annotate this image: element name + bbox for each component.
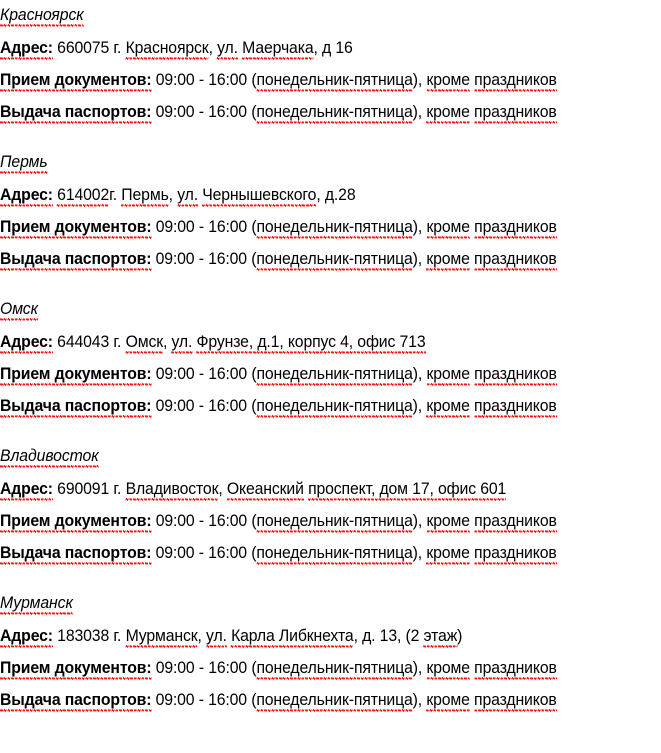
city-block — [0, 298, 661, 416]
address-postcode: 660075 — [57, 38, 114, 57]
reception-except: кроме — [426, 364, 469, 386]
reception-hours: 09:00 - 16:00 ( — [155, 217, 257, 236]
reception-line — [0, 216, 615, 237]
address-street-type: ул. — [206, 626, 227, 648]
issuance-except: кроме — [426, 690, 469, 712]
city-name: Пермь — [0, 152, 48, 174]
address-tail: , д 16 — [313, 38, 353, 57]
reception-label: Прием документов: — [0, 658, 151, 680]
document-page — [0, 4, 661, 753]
reception-label: Прием документов: — [0, 364, 151, 386]
city-block — [0, 445, 661, 563]
address-postcode: 183038 — [57, 626, 114, 645]
reception-holidays: праздников — [474, 658, 557, 680]
issuance-close-paren: ), — [412, 249, 427, 268]
reception-hours: 09:00 - 16:00 ( — [155, 364, 257, 383]
reception-line — [0, 657, 615, 678]
address-sep1: , — [168, 185, 178, 204]
issuance-weekdays: понедельник-пятница — [256, 102, 412, 124]
address-line — [0, 478, 615, 499]
address-street-type: ул. — [177, 185, 198, 207]
issuance-hours: 09:00 - 16:00 ( — [155, 690, 257, 709]
reception-holidays: праздников — [474, 70, 557, 92]
address-label: Адрес: — [0, 38, 53, 60]
address-city-name: Красноярск — [126, 38, 209, 60]
reception-weekdays: понедельник-пятница — [256, 217, 412, 239]
issuance-holidays: праздников — [474, 102, 557, 124]
address-tail-plain: , д. 13, (2 — [353, 626, 424, 645]
address-street-type: ул. — [172, 332, 193, 354]
city-name: Владивосток — [0, 446, 99, 468]
address-city-prefix: г. — [113, 479, 126, 498]
issuance-close-paren: ), — [412, 690, 427, 709]
issuance-close-paren: ), — [412, 396, 427, 415]
address-tail: , д.28 — [316, 185, 356, 204]
issuance-line — [0, 101, 615, 122]
reception-holidays: праздников — [474, 217, 557, 239]
issuance-weekdays: понедельник-пятница — [256, 249, 412, 271]
reception-weekdays: понедельник-пятница — [256, 658, 412, 680]
reception-hours: 09:00 - 16:00 ( — [155, 511, 257, 530]
issuance-close-paren: ), — [412, 543, 427, 562]
reception-label: Прием документов: — [0, 70, 151, 92]
reception-close-paren: ), — [412, 364, 427, 383]
reception-close-paren: ), — [412, 511, 427, 530]
reception-hours: 09:00 - 16:00 ( — [155, 658, 257, 677]
address-label: Адрес: — [0, 626, 53, 648]
address-street-name: Чернышевского — [202, 185, 316, 207]
address-postcode: 644043 — [57, 332, 114, 351]
issuance-line — [0, 542, 615, 563]
reception-close-paren: ), — [412, 70, 427, 89]
address-street-name: проспект — [308, 479, 371, 501]
reception-close-paren: ), — [412, 217, 427, 236]
issuance-weekdays: понедельник-пятница — [256, 543, 412, 565]
address-line — [0, 37, 615, 58]
address-tail: , д.1, корпус 4, офис 713 — [249, 332, 426, 354]
issuance-label: Выдача паспортов: — [0, 690, 151, 712]
city-block — [0, 592, 661, 710]
city-heading — [0, 4, 615, 27]
issuance-label: Выдача паспортов: — [0, 543, 151, 565]
address-label: Адрес: — [0, 332, 53, 354]
city-heading — [0, 592, 615, 615]
issuance-except: кроме — [426, 249, 469, 271]
issuance-holidays: праздников — [474, 690, 557, 712]
issuance-label: Выдача паспортов: — [0, 249, 151, 271]
issuance-line — [0, 689, 615, 710]
city-name: Мурманск — [0, 593, 73, 615]
address-city-prefix: г. — [113, 626, 126, 645]
reception-close-paren: ), — [412, 658, 427, 677]
issuance-holidays: праздников — [474, 249, 557, 271]
address-street-type: ул. — [217, 38, 238, 60]
reception-label: Прием документов: — [0, 217, 151, 239]
issuance-hours: 09:00 - 16:00 ( — [155, 102, 257, 121]
address-tail-word: этаж — [424, 626, 458, 648]
address-street-name: Маерчака — [242, 38, 313, 60]
address-city-name: Пермь — [121, 185, 168, 207]
address-street-name: Карла Либкнехта — [231, 626, 354, 648]
reception-line — [0, 510, 615, 531]
issuance-hours: 09:00 - 16:00 ( — [155, 543, 257, 562]
issuance-close-paren: ), — [412, 102, 427, 121]
reception-weekdays: понедельник-пятница — [256, 70, 412, 92]
address-city-name: Омск — [126, 332, 163, 354]
city-block — [0, 151, 661, 269]
address-tail-end: ) — [457, 626, 463, 645]
issuance-except: кроме — [426, 396, 469, 418]
city-block — [0, 4, 661, 122]
address-label: Адрес: — [0, 185, 53, 207]
issuance-except: кроме — [426, 102, 469, 124]
address-sep1: , — [208, 38, 218, 57]
address-postcode: 690091 — [57, 479, 114, 498]
address-sep1: , — [218, 479, 227, 498]
issuance-hours: 09:00 - 16:00 ( — [155, 249, 257, 268]
reception-weekdays: понедельник-пятница — [256, 511, 412, 533]
reception-line — [0, 69, 615, 90]
reception-label: Прием документов: — [0, 511, 151, 533]
issuance-hours: 09:00 - 16:00 ( — [155, 396, 257, 415]
address-city-prefix: г. — [109, 185, 122, 204]
reception-except: кроме — [426, 217, 469, 239]
address-label: Адрес: — [0, 479, 53, 501]
address-street-type: Океанский — [227, 479, 304, 501]
issuance-line — [0, 248, 615, 269]
address-postcode: 614002 — [57, 185, 109, 207]
city-name: Омск — [0, 299, 38, 321]
reception-line — [0, 363, 615, 384]
address-sep1: , — [162, 332, 172, 351]
reception-hours: 09:00 - 16:00 ( — [155, 70, 257, 89]
issuance-line — [0, 395, 615, 416]
issuance-holidays: праздников — [474, 543, 557, 565]
address-city-name: Владивосток — [126, 479, 219, 501]
issuance-label: Выдача паспортов: — [0, 396, 151, 418]
reception-except: кроме — [426, 70, 469, 92]
issuance-weekdays: понедельник-пятница — [256, 396, 412, 418]
reception-holidays: праздников — [474, 364, 557, 386]
address-tail: , дом 17, офис 601 — [371, 479, 506, 501]
address-street-name: Фрунзе — [197, 332, 249, 354]
address-line — [0, 184, 615, 205]
city-name: Красноярск — [0, 5, 84, 27]
address-line — [0, 331, 615, 352]
issuance-label: Выдача паспортов: — [0, 102, 151, 124]
city-heading — [0, 445, 615, 468]
address-city-prefix: г. — [113, 332, 126, 351]
reception-except: кроме — [426, 658, 469, 680]
issuance-weekdays: понедельник-пятница — [256, 690, 412, 712]
reception-except: кроме — [426, 511, 469, 533]
address-city-name: Мурманск — [126, 626, 198, 648]
address-city-prefix: г. — [113, 38, 126, 57]
reception-weekdays: понедельник-пятница — [256, 364, 412, 386]
city-heading — [0, 298, 615, 321]
address-sep1: , — [197, 626, 207, 645]
reception-holidays: праздников — [474, 511, 557, 533]
issuance-holidays: праздников — [474, 396, 557, 418]
city-heading — [0, 151, 615, 174]
address-line — [0, 625, 615, 646]
issuance-except: кроме — [426, 543, 469, 565]
